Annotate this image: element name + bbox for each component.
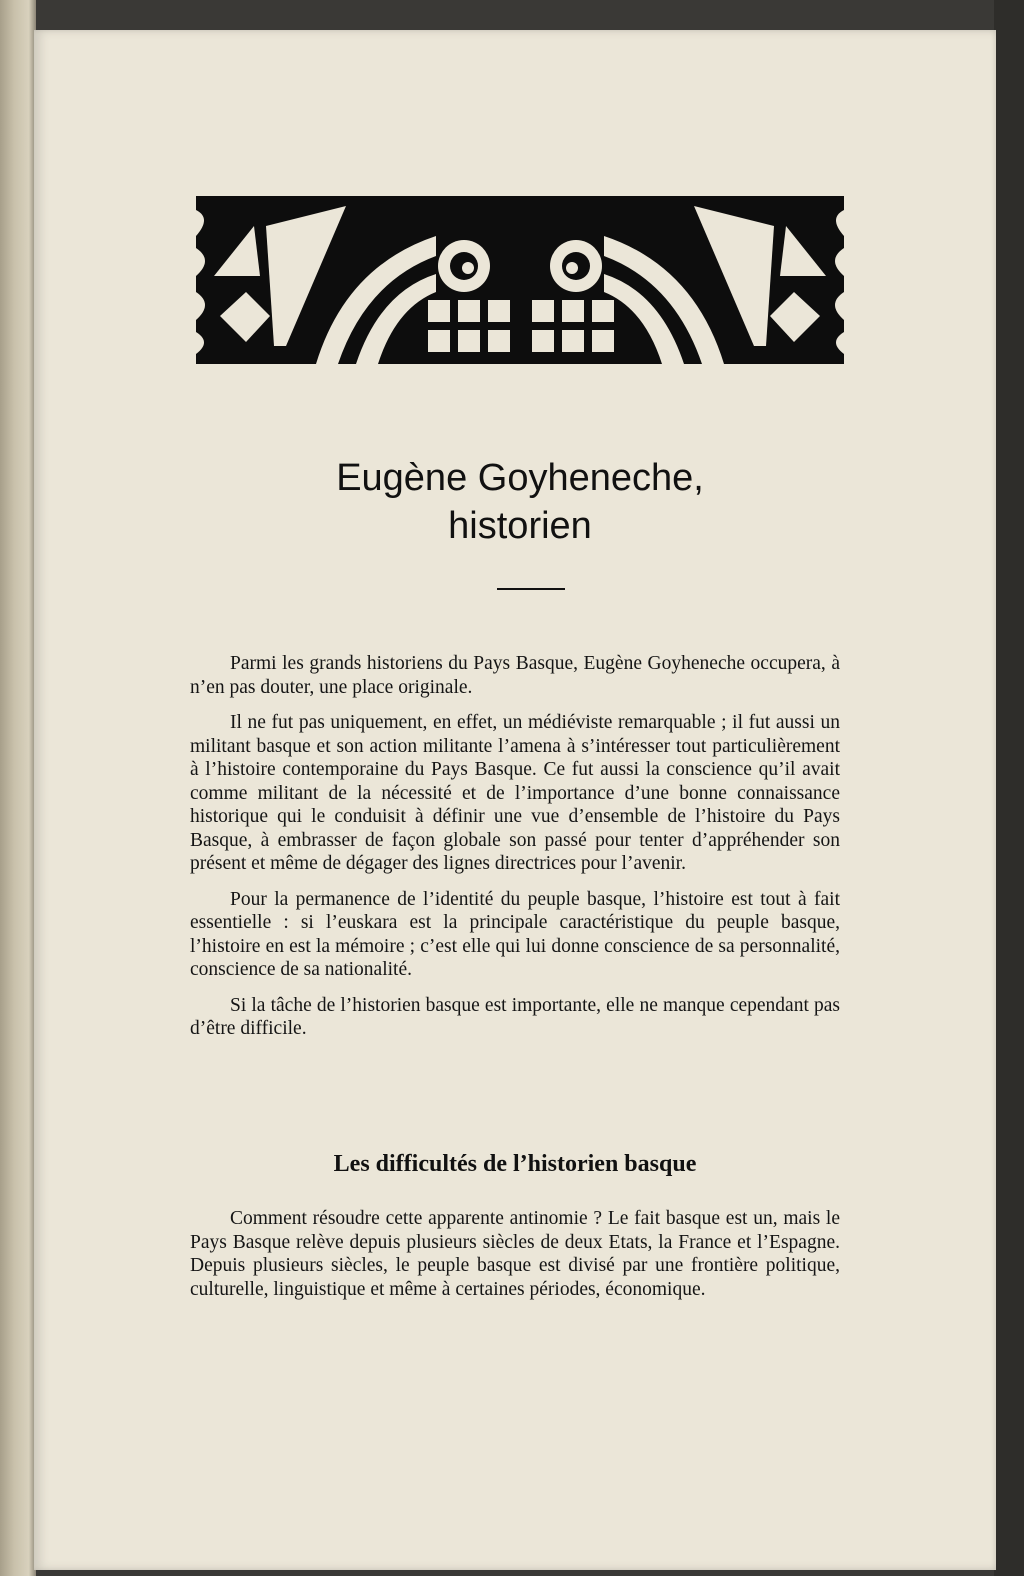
- article-title-line-1: Eugène Goyheneche,: [336, 457, 704, 499]
- scan-background-right: [994, 0, 1024, 1576]
- title-divider: [497, 588, 565, 590]
- banner-grid-square: [592, 300, 614, 322]
- body-paragraph: Parmi les grands historiens du Pays Basque, Eugène Goyheneche occupera, à n’en pas douter, une place originale.: [190, 653, 840, 698]
- banner-grid-square: [562, 300, 584, 322]
- article-title-line-2: historien: [448, 505, 592, 547]
- body-paragraph: Si la tâche de l’historien basque est importante, elle ne manque cependant pas d’être difficile.: [190, 994, 840, 1039]
- section-heading: Les difficultés de l’historien basque: [333, 1151, 697, 1177]
- banner-grid-square: [532, 330, 554, 352]
- banner-grid-square: [458, 300, 480, 322]
- body-paragraph: Pour la permanence de l’identité du peuple basque, l’histoire est tout à fait essentielle : si l’euskara est la principale caractéristique du peuple basque, l’histoire en est la mémoire ; c’est elle qui lui donne conscience de sa personnalité, conscience de sa nationalité.: [190, 888, 840, 980]
- banner-grid-square: [458, 330, 480, 352]
- banner-left-spiral-core: [462, 262, 474, 274]
- banner-grid-square: [532, 300, 554, 322]
- article-body: [190, 652, 840, 1053]
- banner-grid-square: [428, 330, 450, 352]
- left-page-edge: [0, 0, 36, 1576]
- banner-grid-square: [488, 330, 510, 352]
- section-paragraph: Comment résoudre cette apparente antinomie ? Le fait basque est un, mais le Pays Basque relève depuis plusieurs siècles de deux Etats, la France et l’Espagne. Depuis plusieurs siècles, le peuple basque est divisé par une frontière politique, culturelle, linguistique et même à certaines périodes, économique.: [190, 1208, 840, 1300]
- banner-grid-square: [562, 330, 584, 352]
- article-title: [196, 454, 844, 550]
- banner-grid-square: [428, 300, 450, 322]
- banner-right-spiral-core: [566, 262, 578, 274]
- banner-grid-square: [592, 330, 614, 352]
- body-paragraph: Il ne fut pas uniquement, en effet, un médiéviste remarquable ; il fut aussi un militant basque et son action militante l’amena à s’intéresser tout particulièrement à l’histoire contemporaine du Pays Basque. Ce fut aussi la conscience qu’il avait comme militant de la nécessité et de l’importance d’une bonne connaissance historique qui le conduisit à définir une vue d’ensemble de l’histoire du Pays Basque, à embrasser de façon globale son passé pour tenter d’appréhender son présent et même de dégager des lignes directrices pour l’avenir.: [190, 712, 840, 874]
- banner-grid-square: [488, 300, 510, 322]
- section-body: [190, 1207, 840, 1301]
- decorative-basque-banner: [196, 196, 844, 364]
